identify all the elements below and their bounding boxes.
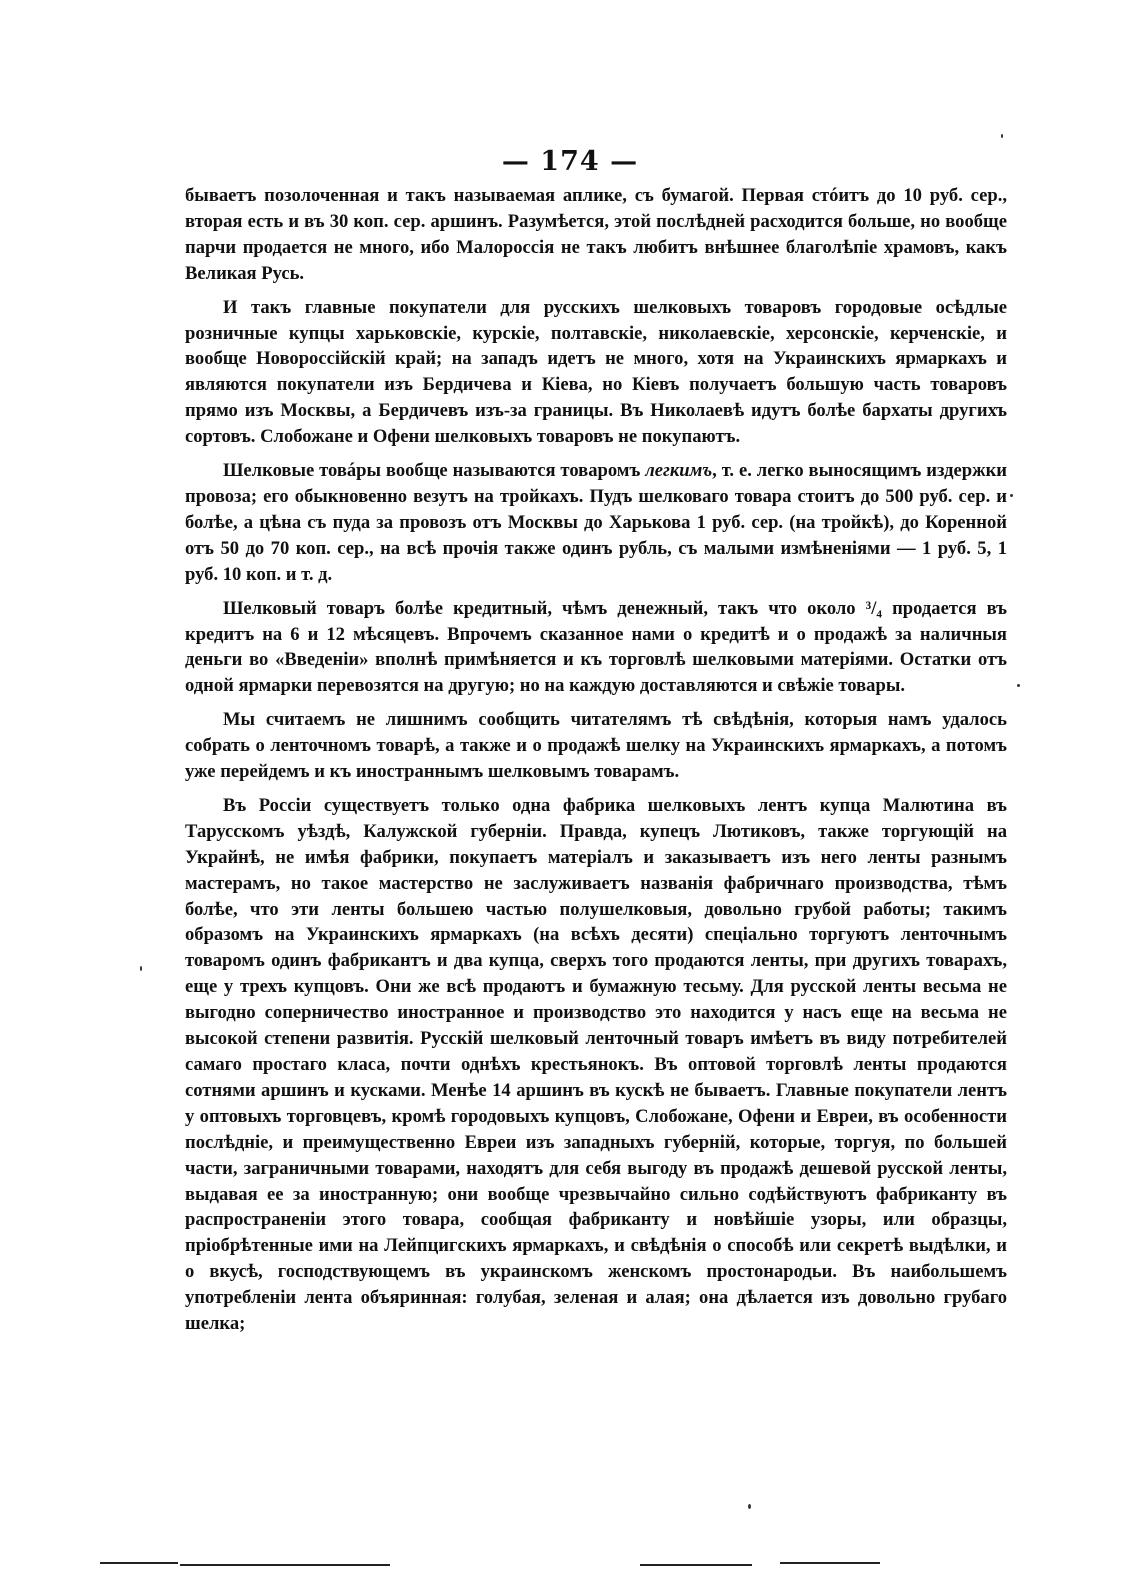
ink-speck (140, 966, 142, 971)
ink-speck (748, 1504, 751, 1509)
body-text (185, 183, 1007, 1345)
footer-rule (180, 1564, 390, 1566)
paragraph (185, 596, 1007, 700)
page-number: — 174 — (501, 146, 639, 177)
paragraph-text: Шелковый товаръ болѣе кредитный, чѣмъ денежный, такъ что около ³/₄ продается въ кредитъ на 6 и 12 мѣсяцевъ. Впрочемъ сказанное нами о кредитѣ и о продажѣ за наличныя деньги во «Введеніи» вполнѣ примѣняется и къ торговлѣ шелковыми матеріями. Остатки отъ одной ярмарки перевозятся на другую; но на каждую доставляются и свѣжіе товары. (185, 597, 1007, 697)
ink-speck (1001, 134, 1003, 138)
ink-speck (1017, 684, 1020, 687)
paragraph-text: И такъ главные покупатели для русскихъ шелковыхъ товаровъ городовые осѣдлые розничные купцы харьковскіе, курскіе, полтавскіе, николаевскіе, херсонскіе, керченскіе, и вообще Новороссійскій край; на западъ идетъ не много, хотя на Украинскихъ ярмаркахъ и являются покупатели изъ Бердичева и Кіева, но Кіевъ получаетъ большую часть товаровъ прямо изъ Москвы, а Бердичевъ изъ-за границы. Въ Николаевѣ идутъ болѣе бархаты другихъ сортовъ. Слобожане и Офени шелковыхъ товаровъ не покупаютъ. (185, 296, 1007, 448)
ink-speck (1010, 494, 1013, 497)
paragraph-text: Мы считаемъ не лишнимъ сообщить читателямъ тѣ свѣдѣнія, которыя намъ удалось собрать о ленточномъ товарѣ, а также и о продажѣ шелку на Украинскихъ ярмаркахъ, а потомъ уже перейдемъ и къ иностраннымъ шелковымъ товарамъ. (185, 709, 1007, 783)
paragraph (185, 707, 1007, 785)
paragraph-text: Шелковые товáры вообще называются товаромъ (223, 460, 646, 482)
paragraph-text: , т. е. легко выносящимъ издержки провоза; его обыкновенно везутъ на тройкахъ. Пудъ шелковаго товара стоитъ до 500 руб. сер. и болѣе, а цѣна съ пуда за провозъ отъ Москвы до Харькова 1 руб. сер. (на тройкѣ), до Коренной отъ 50 до 70 коп. сер., на всѣ прочія также одинъ рубль, съ малыми измѣненіями — 1 руб. 5, 1 руб. 10 коп. и т. д. (185, 460, 1007, 585)
paragraph-text: бываетъ позолоченная и такъ называемая аплике, съ бумагой. Первая стóитъ до 10 руб. сер., вторая есть и въ 30 коп. сер. аршинъ. Разумѣется, этой послѣдней расходится больше, но вообще парчи продается не много, ибо Малороссія не такъ любитъ внѣшнее благолѣпіе храмовъ, какъ Великая Русь. (185, 185, 1007, 284)
italic-term: легкимъ (645, 460, 713, 482)
paragraph (185, 183, 1007, 287)
footer-rule (780, 1562, 880, 1564)
paragraph (185, 295, 1007, 450)
paragraph-text: Въ Россіи существуетъ только одна фабрика шелковыхъ лентъ купца Малютина въ Тарусскомъ уѣздѣ, Калужской губерніи. Правда, купецъ Лютиковъ, также торгующій на Украйнѣ, не имѣя фабрики, покупаетъ матеріалъ и заказываетъ изъ него ленты разнымъ мастерамъ, но такое мастерство не заслуживаетъ названія фабричнаго производства, тѣмъ болѣе, что эти ленты большею частью полушелковыя, довольно грубой работы; такимъ образомъ на Украинскихъ ярмаркахъ (на всѣхъ десяти) спеціально торгуютъ ленточнымъ товаромъ одинъ фабрикантъ и два купца, сверхъ того продаются ленты, при другихъ товарахъ, еще у трехъ купцовъ. Они же всѣ продаютъ и бумажную тесьму. Для русской ленты весьма не выгодно соперничество иностранное и производство это находится у насъ еще на весьма не высокой степени развитія. Русскій шелковый ленточный товаръ имѣетъ въ виду потребителей самаго простаго класа, почти однѣхъ крестьянокъ. Въ оптовой торговлѣ ленты продаются сотнями аршинъ и кусками. Менѣе 14 аршинъ въ кускѣ не бываетъ. Главные покупатели лентъ у оптовыхъ торговцевъ, кромѣ городовыхъ купцовъ, Слобожане, Офени и Евреи, въ особенности послѣдніе, и преимущественно Евреи изъ западныхъ губерній, которые, торгуя, по большей части, заграничными товарами, находятъ для себя выгоду въ продажѣ дешевой русской ленты, выдавая ее за иностранную; они вообще чрезвычайно сильно содѣйствуютъ фабриканту въ распространеніи этого товара, сообщая фабриканту и новѣйшіе узоры, или образцы, пріобрѣтенные ими на Лейпцигскихъ ярмаркахъ, и свѣдѣнія о способѣ или секретѣ выдѣлки, и о вкусѣ, господствующемъ въ украинскомъ женскомъ простонародьи. Въ наибольшемъ употребленіи лента объяринная: голубая, зеленая и алая; она дѣлается изъ довольно грубаго шелка; (185, 794, 1007, 1335)
footer-rule (100, 1562, 178, 1564)
paragraph (185, 793, 1007, 1337)
footer-rule (640, 1564, 752, 1566)
paragraph (185, 458, 1007, 588)
